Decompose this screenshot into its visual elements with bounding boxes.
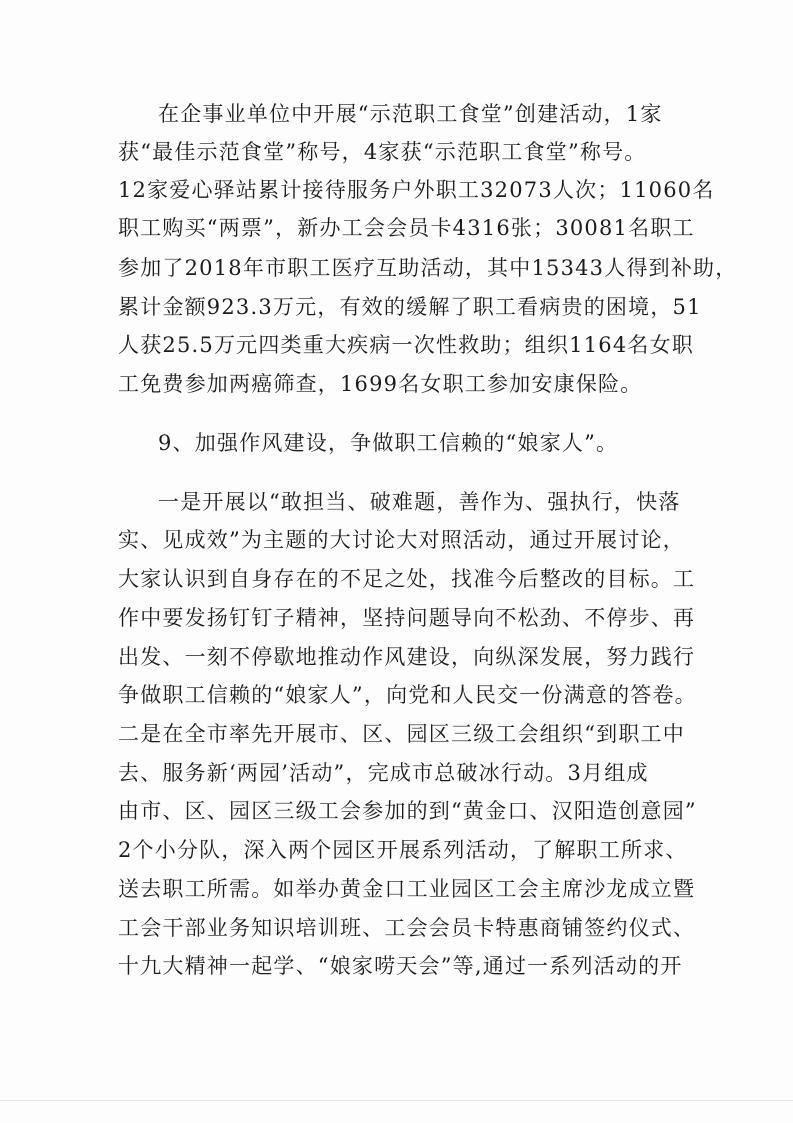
- paragraph-2-line-8: 去、服务新‘两园’活动”，完成市总破冰行动。3月组成: [118, 761, 649, 785]
- section-9-heading: 9、加强作风建设，争做职工信赖的“娘家人”。: [158, 431, 619, 455]
- page-bottom-edge: [0, 1100, 793, 1101]
- paragraph-2-line-7: 二是在全市率先开展市、区、园区三级工会组织“到职工中: [118, 722, 685, 746]
- paragraph-1-line-1: 在企事业单位中开展“示范职工食堂”创建活动，1家: [158, 102, 663, 126]
- paragraph-2-line-10: 2个小分队，深入两个园区开展系列活动，了解职工所求、: [118, 838, 688, 862]
- paragraph-2-line-4: 作中要发扬钉钉子精神，坚持问题导向不松劲、不停步、再: [118, 606, 696, 630]
- paragraph-1-line-8: 工免费参加两癌筛查，1699名女职工参加安康保险。: [118, 372, 643, 396]
- paragraph-2-line-12: 工会干部业务知识培训班、工会会员卡特惠商铺签约仪式、: [118, 916, 696, 940]
- paragraph-2-line-13: 十九大精神一起学、“娘家唠天会”等,通过一系列活动的开: [118, 954, 683, 978]
- paragraph-2-line-11: 送去职工所需。如举办黄金口工业园区工会主席沙龙成立暨: [118, 877, 696, 901]
- paragraph-1-line-6: 累计金额923.3万元，有效的缓解了职工看病贵的困境，51: [118, 295, 702, 319]
- paragraph-2-line-9: 由市、区、园区三级工会参加的到“黄金口、汉阳造创意园”: [118, 799, 697, 823]
- paragraph-2-line-2: 实、见成效”为主题的大讨论大对照活动，通过开展讨论，: [118, 528, 685, 552]
- paragraph-1-line-7: 人获25.5万元四类重大疾病一次性救助；组织1164名女职: [118, 333, 694, 357]
- paragraph-1-line-3: 12家爱心驿站累计接待服务户外职工32073人次；11060名: [118, 178, 715, 202]
- paragraph-2-line-1: 一是开展以“敢担当、破难题，善作为、强执行，快落: [158, 490, 681, 514]
- paragraph-1-line-2: 获“最佳示范食堂”称号，4家获“示范职工食堂”称号。: [118, 140, 647, 164]
- paragraph-2-line-6: 争做职工信赖的“娘家人”，向党和人民交一份满意的答卷。: [118, 683, 697, 707]
- paragraph-2-line-5: 出发、一刻不停歇地推动作风建设，向纵深发展，努力践行: [118, 645, 696, 669]
- paragraph-2-line-3: 大家认识到自身存在的不足之处，找准今后整改的目标。工: [118, 567, 696, 591]
- paragraph-1-line-5: 参加了2018年市职工医疗互助活动，其中15343人得到补助，: [118, 256, 738, 280]
- paragraph-1-line-4: 职工购买“两票”，新办工会会员卡4316张；30081名职工: [118, 216, 695, 240]
